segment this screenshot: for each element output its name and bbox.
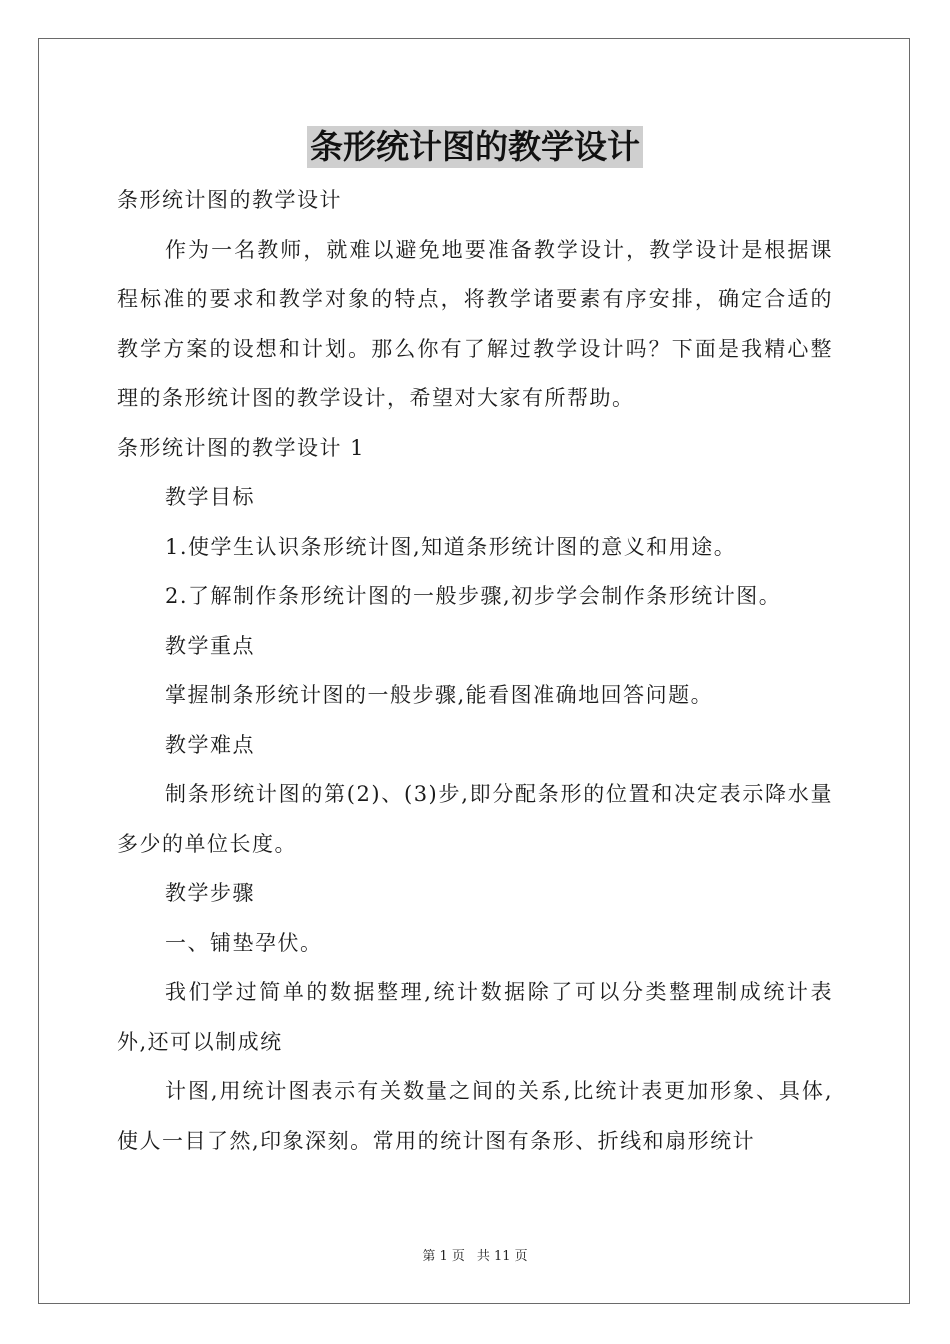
total-pages: 共 11 页 bbox=[476, 1249, 528, 1264]
goal-item-1: 1.使学生认识条形统计图,知道条形统计图的意义和用途。 bbox=[165, 534, 737, 559]
subtitle-paragraph: 条形统计图的教学设计 bbox=[117, 188, 342, 212]
document-body bbox=[117, 176, 833, 1166]
step-one-paragraph-2: 计图,用统计图表示有关数量之间的关系,比统计表更加形象、具体,使人一目了然,印象深刻。常用的统计图有条形、折线和扇形统计 bbox=[117, 1079, 833, 1153]
intro-paragraph: 作为一名教师，就难以避免地要准备教学设计，教学设计是根据课程标准的要求和教学对象的特点，将教学诸要素有序安排，确定合适的教学方案的设想和计划。那么你有了解过教学设计吗？下面是我精心整理的条形统计图的教学设计，希望对大家有所帮助。 bbox=[117, 237, 833, 410]
page-number: 第 1 页 bbox=[422, 1249, 465, 1264]
key-points-text: 掌握制条形统计图的一般步骤,能看图准确地回答问题。 bbox=[165, 683, 714, 707]
step-one-heading: 一、铺垫孕伏。 bbox=[165, 930, 323, 955]
title-container bbox=[0, 126, 950, 168]
heading-teaching-steps: 教学步骤 bbox=[165, 881, 255, 905]
page-footer bbox=[0, 1245, 950, 1264]
goal-item-2: 2.了解制作条形统计图的一般步骤,初步学会制作条形统计图。 bbox=[165, 584, 782, 608]
difficulties-text: 制条形统计图的第(2)、(3)步,即分配条形的位置和决定表示降水量多少的单位长度。 bbox=[117, 782, 833, 856]
heading-difficulties: 教学难点 bbox=[165, 732, 255, 757]
heading-key-points: 教学重点 bbox=[165, 633, 255, 658]
step-one-paragraph-1: 我们学过简单的数据整理,统计数据除了可以分类整理制成统计表外,还可以制成统 bbox=[117, 980, 833, 1054]
section-heading: 条形统计图的教学设计 1 bbox=[117, 435, 366, 460]
heading-teaching-goals: 教学目标 bbox=[165, 485, 255, 509]
document-title: 条形统计图的教学设计 bbox=[307, 126, 643, 168]
